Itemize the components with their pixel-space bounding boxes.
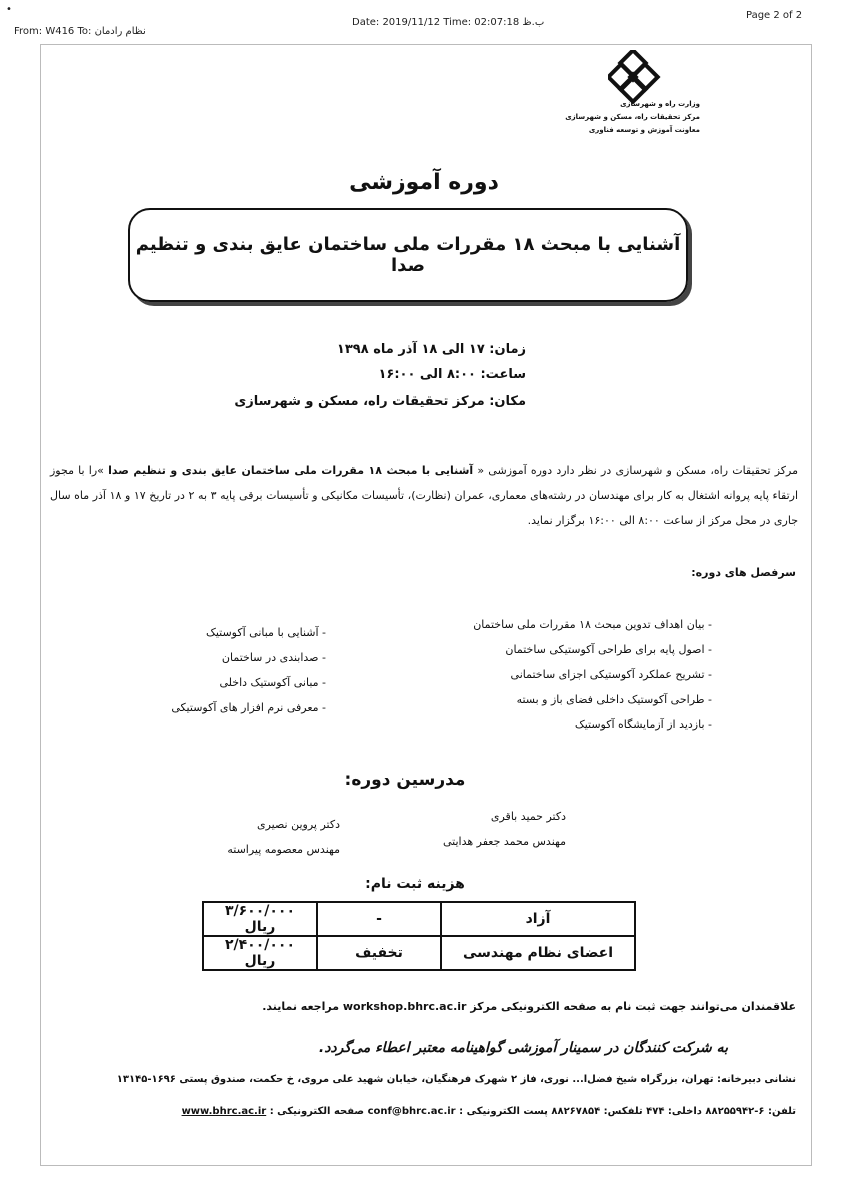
website-link[interactable]: www.bhrc.ac.ir <box>181 1106 267 1117</box>
topic-item: - مبانی آکوستیک داخلی <box>126 670 326 695</box>
description-paragraph <box>50 458 798 533</box>
teacher-1: دکتر حمید باقری <box>490 810 566 823</box>
course-label: دوره آموزشی <box>349 170 499 195</box>
footer-address: نشانی دبیرخانه: تهران، بزرگراه شیخ فضل‌ا... نوری، فاز ۲ شهرک فرهنگیان، خیابان شهید علی مروی، خ حکمت، صندوق پستی ۱۶۹۶-۱۳۱۴۵ <box>116 1074 796 1085</box>
certificate-note: به شرکت کنندگان در سمینار آموزشی گواهینامه معتبر اعطاء می‌گردد. <box>318 1040 728 1056</box>
fee-table <box>202 901 636 971</box>
course-hours: ساعت: ۸:۰۰ الی ۱۶:۰۰ <box>378 367 526 382</box>
teacher-4: مهندس معصومه پیراسته <box>227 843 340 856</box>
organization-name <box>520 98 700 137</box>
fees-heading: هزینه ثبت نام: <box>365 876 465 892</box>
topics-heading: سرفصل های دوره: <box>691 566 796 579</box>
org-line-2: مرکز تحقیقات راه، مسکن و شهرسازی <box>565 113 700 121</box>
fee-amount: ۲/۴۰۰/۰۰۰ ریال <box>203 936 317 970</box>
fee-discount: تخفیف <box>317 936 441 970</box>
fax-date: Date: 2019/11/12 Time: 02:07:18 ب.ظ <box>352 17 545 28</box>
fee-amount: ۳/۶۰۰/۰۰۰ ریال <box>203 902 317 936</box>
fax-page: Page 2 of 2 <box>746 10 803 21</box>
fax-from-to: From: W416 To: نظام رادمان <box>14 26 146 37</box>
topic-item: - بازدید از آزمایشگاه آکوستیک <box>412 712 712 737</box>
topic-item: - بیان اهداف تدوین مبحث ۱۸ مقررات ملی ساختمان <box>412 612 712 637</box>
org-line-3: معاونت آموزش و توسعه فناوری <box>588 126 700 134</box>
course-date: زمان: ۱۷ الی ۱۸ آذر ماه ۱۳۹۸ <box>336 342 526 357</box>
topic-item: - تشریح عملکرد آکوستیکی اجزای ساختمانی <box>412 662 712 687</box>
description-part-2: »را با مجوز ارتقاء پایه پروانه اشتغال به کار برای مهندسان در رشته‌های معماری، عمران (نظارت)، تأسیسات مکانیکی و تأسیسات برقی پایه ۳ به ۲ در تاریخ ۱۷ و ۱۸ آذر ماه سال جاری در محل مرکز از ساعت ۸:۰۰ الی ۱۶:۰۰ برگزار نماید. <box>50 464 799 527</box>
corner-mark: • <box>6 4 12 15</box>
registration-note: علاقمندان می‌توانند جهت ثبت نام به صفحه الکترونیکی مرکز workshop.bhrc.ac.ir مراجعه نمایند. <box>262 1000 796 1013</box>
topic-item: - اصول پایه برای طراحی آکوستیکی ساختمان <box>412 637 712 662</box>
description-course-name: آشنایی با مبحث ۱۸ مقررات ملی ساختمان عایق بندی و تنظیم صدا <box>108 464 474 477</box>
org-line-1: وزارت راه و شهرسازی <box>620 100 700 108</box>
course-title: آشنایی با مبحث ۱۸ مقررات ملی ساختمان عایق بندی و تنظیم صدا <box>135 234 681 276</box>
table-row <box>203 936 635 970</box>
topic-item: - معرفی نرم افزار های آکوستیکی <box>126 695 326 720</box>
topic-item: - صدابندی در ساختمان <box>126 645 326 670</box>
topic-item: - آشنایی با مبانی آکوستیک <box>126 620 326 645</box>
fee-group: اعضای نظام مهندسی <box>441 936 635 970</box>
description-part-1: مرکز تحقیقات راه، مسکن و شهرسازی در نظر دارد دوره آموزشی « <box>473 464 799 477</box>
footer-contact-text: تلفن: ۶-۸۸۲۵۵۹۴۲ داخلی: ۴۷۴ تلفکس: ۸۸۲۶۷۸۵۴ پست الکترونیکی : conf@bhrc.ac.ir صفحه الکترونیکی : <box>269 1106 796 1117</box>
course-title-box <box>128 208 688 302</box>
topic-item: - طراحی آکوستیک داخلی فضای باز و بسته <box>412 687 712 712</box>
topics-list-left <box>126 620 326 720</box>
teacher-2: مهندس محمد جعفر هدایتی <box>442 835 566 848</box>
teachers-heading: مدرسین دوره: <box>344 770 466 790</box>
topics-list-right <box>412 612 712 737</box>
footer-contact <box>182 1106 796 1117</box>
fee-discount: - <box>317 902 441 936</box>
course-place: مکان: مرکز تحقیقات راه، مسکن و شهرسازی <box>234 394 526 409</box>
fee-group: آزاد <box>441 902 635 936</box>
table-row <box>203 902 635 936</box>
teacher-3: دکتر پروین نصیری <box>257 818 340 831</box>
